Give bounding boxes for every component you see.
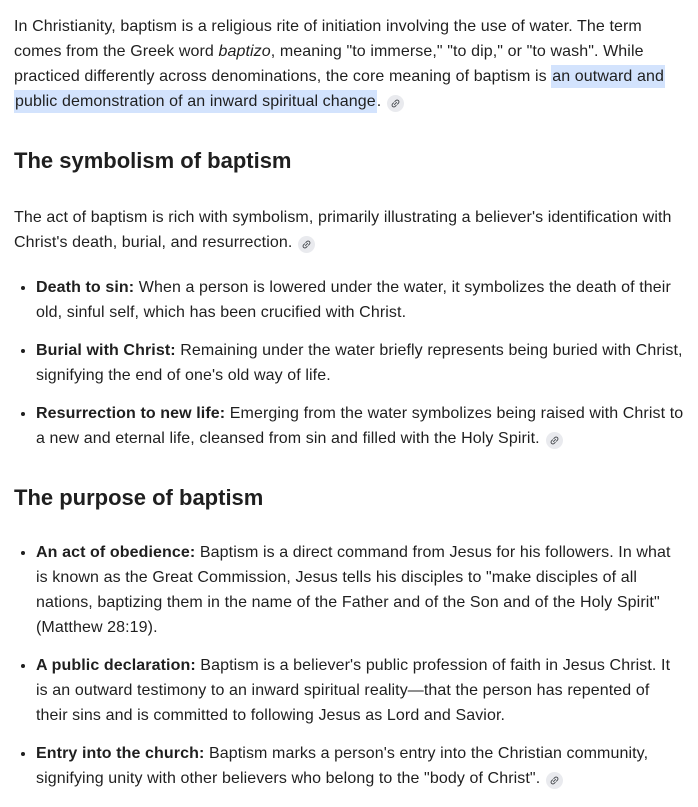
purpose-list <box>14 540 684 791</box>
list-item-label: Burial with Christ: <box>36 342 176 359</box>
intro-text-2: , meaning "to immerse," "to dip," or "to wash". While practiced differently across denominations, the core meaning of baptism is <box>14 43 644 85</box>
list-item-text: When a person is lowered under the water, it symbolizes the death of their old, sinful self, which has been crucified with Christ. <box>36 279 671 321</box>
list-item-text: Emerging from the water symbolizes being raised with Christ to a new and eternal life, cleansed from sin and filled with the Holy Spirit. <box>36 405 684 447</box>
section-heading-symbolism: The symbolism of baptism <box>14 148 292 173</box>
answer-body <box>14 14 684 791</box>
list-item <box>36 653 684 728</box>
source-link-button[interactable] <box>298 236 315 253</box>
symbolism-list <box>14 275 684 451</box>
list-item <box>36 540 684 640</box>
intro-paragraph <box>14 14 684 114</box>
link-icon <box>546 433 562 449</box>
highlighted-snippet[interactable]: an outward and public demonstration of an inward spiritual change <box>14 65 665 113</box>
source-link-button[interactable] <box>387 95 404 112</box>
source-link-button[interactable] <box>546 772 563 789</box>
list-item <box>36 275 684 325</box>
link-icon <box>388 96 404 112</box>
lead-text: The act of baptism is rich with symbolism, primarily illustrating a believer's identification with Christ's death, burial, and resurrection. <box>14 209 672 251</box>
list-item-text: Remaining under the water briefly represents being buried with Christ, signifying the end of one's old way of life. <box>36 342 683 384</box>
list-item <box>36 741 684 791</box>
list-item-label: A public declaration: <box>36 657 196 674</box>
intro-text-1: In Christianity, baptism is a religious rite of initiation involving the use of water. The term comes from the Greek word <box>14 18 642 60</box>
list-item-text: Baptism is a direct command from Jesus for his followers. In what is known as the Great Commission, Jesus tells his disciples to "make disciples of all nations, baptizing them in the name of the Father and of the Son and of the Holy Spirit" (Matthew 28:19). <box>36 544 671 636</box>
italic-term: baptizo <box>218 43 271 60</box>
link-icon <box>299 237 315 253</box>
list-item <box>36 401 684 451</box>
list-item <box>36 338 684 388</box>
list-item-label: Death to sin: <box>36 279 135 296</box>
list-item-label: Resurrection to new life: <box>36 405 226 422</box>
intro-text-3: . <box>376 93 382 110</box>
list-item-text: Baptism marks a person's entry into the Christian community, signifying unity with other believers who belong to the "body of Christ". <box>36 745 649 787</box>
list-item-label: An act of obedience: <box>36 544 196 561</box>
list-item-label: Entry into the church: <box>36 745 205 762</box>
list-item-text: Baptism is a believer's public profession of faith in Jesus Christ. It is an outward testimony to an inward spiritual reality—that the person has repented of their sins and is committed to following Jesus as Lord and Savior. <box>36 657 671 724</box>
link-icon <box>547 773 563 789</box>
section-heading-purpose: The purpose of baptism <box>14 485 264 510</box>
source-link-button[interactable] <box>546 432 563 449</box>
symbolism-lead-paragraph <box>14 205 684 255</box>
